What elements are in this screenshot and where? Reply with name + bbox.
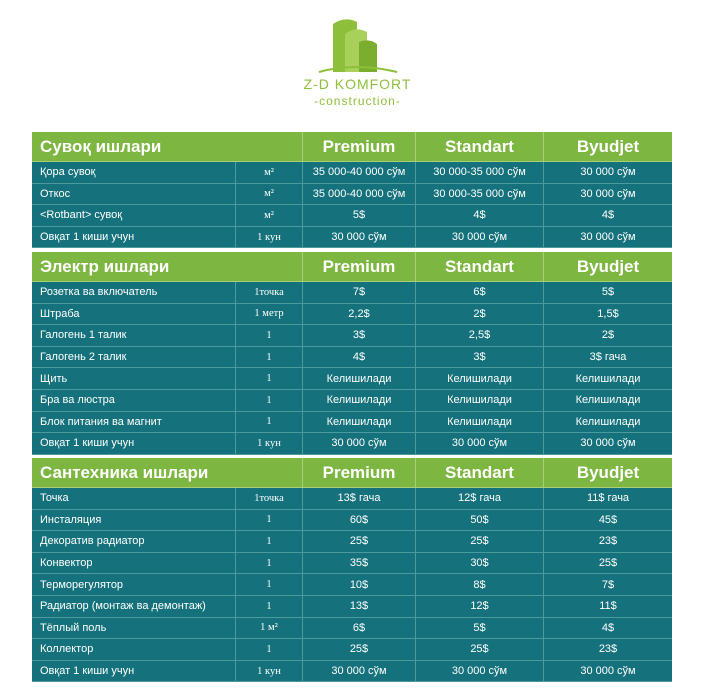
col-byudjet: Byudjet <box>544 252 672 282</box>
table-row <box>32 639 672 661</box>
item-unit: 1 <box>236 412 303 434</box>
section-title: Электр ишлари <box>32 252 303 282</box>
price-byudjet: Келишилади <box>544 390 672 412</box>
item-name: Галогень 2 талик <box>32 347 236 369</box>
price-standart: 25$ <box>416 531 544 553</box>
price-byudjet: 11$ <box>544 596 672 618</box>
item-unit: 1 <box>236 639 303 661</box>
price-premium: Келишилади <box>303 390 416 412</box>
price-premium: 10$ <box>303 574 416 596</box>
item-name: Инсталяция <box>32 510 236 532</box>
table-row <box>32 531 672 553</box>
item-name: Бра ва люстра <box>32 390 236 412</box>
item-name: Конвектор <box>32 553 236 575</box>
section-plaster <box>32 132 672 248</box>
table-row <box>32 162 672 184</box>
col-standart: Standart <box>416 458 544 488</box>
item-unit: 1точка <box>236 282 303 304</box>
section-header <box>32 132 672 162</box>
section-header <box>32 458 672 488</box>
table-row <box>32 282 672 304</box>
price-standart: 30$ <box>416 553 544 575</box>
price-byudjet: 3$ гача <box>544 347 672 369</box>
price-premium: 30 000 сўм <box>303 227 416 249</box>
table-row <box>32 304 672 326</box>
price-byudjet: 1,5$ <box>544 304 672 326</box>
table-row <box>32 227 672 249</box>
item-unit: м² <box>236 162 303 184</box>
price-premium: 30 000 сўм <box>303 433 416 455</box>
price-byudjet: 5$ <box>544 282 672 304</box>
price-premium: 60$ <box>303 510 416 532</box>
table-row <box>32 574 672 596</box>
col-premium: Premium <box>303 458 416 488</box>
item-unit: 1 <box>236 368 303 390</box>
item-unit: м² <box>236 205 303 227</box>
col-byudjet: Byudjet <box>544 458 672 488</box>
price-byudjet: 4$ <box>544 618 672 640</box>
col-premium: Premium <box>303 132 416 162</box>
table-row <box>32 596 672 618</box>
item-unit: 1 <box>236 325 303 347</box>
price-premium: Келишилади <box>303 368 416 390</box>
price-byudjet: 11$ гача <box>544 488 672 510</box>
item-name: Декоратив радиатор <box>32 531 236 553</box>
table-row <box>32 433 672 455</box>
price-standart: 8$ <box>416 574 544 596</box>
section-title: Сувоқ ишлари <box>32 132 303 162</box>
table-row <box>32 347 672 369</box>
price-premium: 5$ <box>303 205 416 227</box>
price-premium: 35 000-40 000 сўм <box>303 184 416 206</box>
item-unit: 1 <box>236 596 303 618</box>
price-premium: 25$ <box>303 639 416 661</box>
item-name: Розетка ва включатель <box>32 282 236 304</box>
item-unit: 1 <box>236 531 303 553</box>
price-premium: 25$ <box>303 531 416 553</box>
price-standart: Келишилади <box>416 412 544 434</box>
price-premium: Келишилади <box>303 412 416 434</box>
item-unit: 1 метр <box>236 304 303 326</box>
col-standart: Standart <box>416 252 544 282</box>
item-unit: 1 <box>236 574 303 596</box>
item-name: Штраба <box>32 304 236 326</box>
table-row <box>32 325 672 347</box>
section-title: Сантехника ишлари <box>32 458 303 488</box>
building-logo-icon <box>315 12 401 74</box>
item-unit: 1 <box>236 390 303 412</box>
price-byudjet: Келишилади <box>544 368 672 390</box>
item-name: Коллектор <box>32 639 236 661</box>
price-byudjet: 23$ <box>544 639 672 661</box>
item-unit: 1 <box>236 553 303 575</box>
item-name: Тёплый поль <box>32 618 236 640</box>
price-premium: 3$ <box>303 325 416 347</box>
item-unit: 1 кун <box>236 433 303 455</box>
item-name: Қора сувоқ <box>32 162 236 184</box>
price-standart: 30 000 сўм <box>416 227 544 249</box>
item-name: Радиатор (монтаж ва демонтаж) <box>32 596 236 618</box>
brand-name: Z-D KOMFORT <box>303 76 412 92</box>
price-byudjet: 23$ <box>544 531 672 553</box>
price-premium: 35$ <box>303 553 416 575</box>
logo <box>0 0 715 120</box>
item-name: Точка <box>32 488 236 510</box>
price-byudjet: 45$ <box>544 510 672 532</box>
price-premium: 30 000 сўм <box>303 661 416 683</box>
price-standart: 30 000 сўм <box>416 661 544 683</box>
table-row <box>32 488 672 510</box>
item-unit: 1 кун <box>236 227 303 249</box>
brand-subtitle: -construction- <box>314 94 401 108</box>
price-standart: 30 000 сўм <box>416 433 544 455</box>
price-standart: 6$ <box>416 282 544 304</box>
item-unit: 1 <box>236 347 303 369</box>
price-byudjet: 30 000 сўм <box>544 184 672 206</box>
price-premium: 35 000-40 000 сўм <box>303 162 416 184</box>
table-row <box>32 510 672 532</box>
price-standart: 30 000-35 000 сўм <box>416 162 544 184</box>
price-premium: 2,2$ <box>303 304 416 326</box>
item-name: Овқат 1 киши учун <box>32 227 236 249</box>
price-byudjet: 2$ <box>544 325 672 347</box>
price-standart: 50$ <box>416 510 544 532</box>
table-row <box>32 618 672 640</box>
col-byudjet: Byudjet <box>544 132 672 162</box>
price-standart: Келишилади <box>416 390 544 412</box>
price-standart: 3$ <box>416 347 544 369</box>
price-standart: 25$ <box>416 639 544 661</box>
item-name: <Rotbant> сувоқ <box>32 205 236 227</box>
price-standart: 2$ <box>416 304 544 326</box>
price-standart: Келишилади <box>416 368 544 390</box>
item-unit: 1 кун <box>236 661 303 683</box>
price-byudjet: 25$ <box>544 553 672 575</box>
price-standart: 2,5$ <box>416 325 544 347</box>
table-row <box>32 553 672 575</box>
price-premium: 13$ <box>303 596 416 618</box>
table-row <box>32 661 672 683</box>
item-name: Овқат 1 киши учун <box>32 433 236 455</box>
price-standart: 12$ гача <box>416 488 544 510</box>
price-byudjet: 30 000 сўм <box>544 433 672 455</box>
item-unit: 1 <box>236 510 303 532</box>
table-row <box>32 390 672 412</box>
price-standart: 5$ <box>416 618 544 640</box>
price-byudjet: 7$ <box>544 574 672 596</box>
price-byudjet: 4$ <box>544 205 672 227</box>
price-premium: 13$ гача <box>303 488 416 510</box>
price-byudjet: 30 000 сўм <box>544 661 672 683</box>
table-row <box>32 368 672 390</box>
price-premium: 7$ <box>303 282 416 304</box>
price-standart: 12$ <box>416 596 544 618</box>
table-row <box>32 184 672 206</box>
price-byudjet: 30 000 сўм <box>544 227 672 249</box>
item-name: Откос <box>32 184 236 206</box>
item-name: Блок питания ва магнит <box>32 412 236 434</box>
item-name: Овқат 1 киши учун <box>32 661 236 683</box>
section-plumbing <box>32 458 672 682</box>
table-row <box>32 205 672 227</box>
col-standart: Standart <box>416 132 544 162</box>
item-unit: 1точка <box>236 488 303 510</box>
price-byudjet: Келишилади <box>544 412 672 434</box>
item-unit: м² <box>236 184 303 206</box>
item-name: Терморегулятор <box>32 574 236 596</box>
price-standart: 30 000-35 000 сўм <box>416 184 544 206</box>
price-premium: 4$ <box>303 347 416 369</box>
price-standart: 4$ <box>416 205 544 227</box>
item-name: Галогень 1 талик <box>32 325 236 347</box>
item-unit: 1 м² <box>236 618 303 640</box>
price-premium: 6$ <box>303 618 416 640</box>
item-name: Щить <box>32 368 236 390</box>
price-byudjet: 30 000 сўм <box>544 162 672 184</box>
table-row <box>32 412 672 434</box>
section-header <box>32 252 672 282</box>
section-electric <box>32 252 672 455</box>
col-premium: Premium <box>303 252 416 282</box>
